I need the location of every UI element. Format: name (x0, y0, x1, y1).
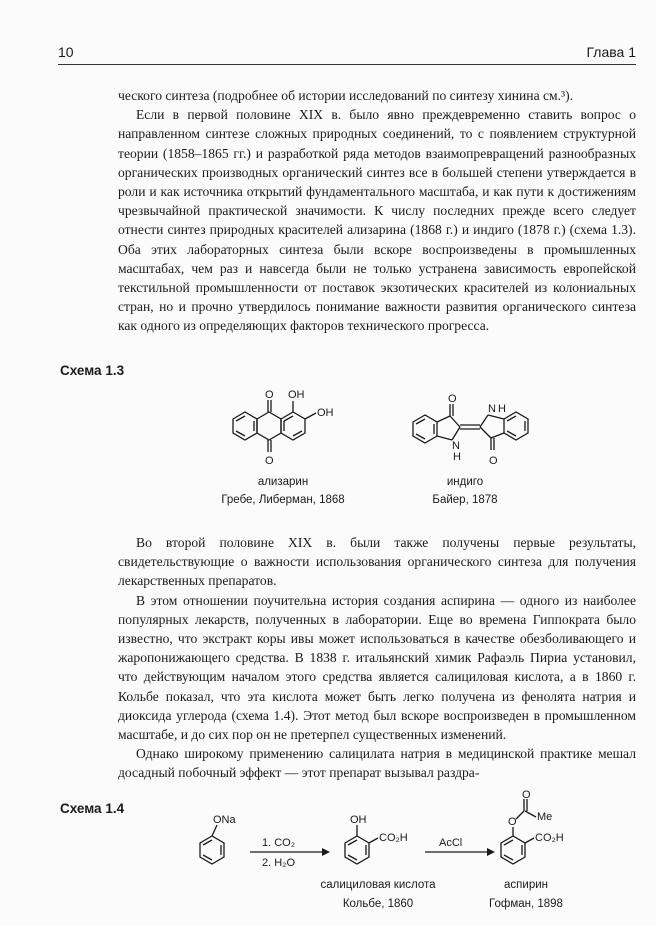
paragraph: Однако широкому применению салицилата натрия в медицинской практике мешал досадный побочный эффект — этот препарат вызывал раздра- (118, 746, 636, 781)
scheme-1-4-title: Схема 1.4 (60, 801, 125, 816)
step1-reagent-2: 2. H₂O (262, 857, 295, 869)
alizarin-credit: Гребе, Либерман, 1868 (221, 494, 345, 506)
alizarin-oh-1: OH (288, 389, 305, 401)
salicylic-acid-name: салициловая кислота (320, 879, 436, 891)
scheme-1-3-title: Схема 1.3 (60, 363, 125, 378)
aspirin-o-carbonyl: O (522, 789, 531, 801)
reaction-arrow-1 (250, 832, 330, 872)
paragraph: Во второй половине XIX в. были также получены первые результаты, свидетельствующие о важности использования органического синтеза для получения лекарственных препаратов. (118, 535, 636, 589)
aspirin-cooh-label: CO₂H (535, 832, 564, 844)
step2-reagent: AcCl (439, 837, 463, 849)
alizarin-name: ализарин (257, 476, 309, 488)
alizarin-o-bottom: O (265, 455, 274, 467)
page-header (58, 44, 636, 65)
alizarin-o-top: O (265, 389, 274, 401)
paragraph: ческого синтеза (подробнее об истории исследований по синтезу хинина см.³). (118, 88, 574, 103)
aspirin-name: аспирин (504, 879, 548, 891)
indigo-o-bottom: O (489, 455, 498, 467)
salicylic-acid-credit: Кольбе, 1860 (342, 898, 414, 910)
indigo-h-right: H (498, 403, 506, 415)
salicylic-oh-label: OH (350, 814, 367, 826)
alizarin-oh-2: OH (317, 407, 334, 419)
indigo-name: индиго (446, 476, 484, 488)
phenolate-ona-label: ONa (213, 814, 236, 826)
indigo-structure (408, 372, 568, 472)
indigo-h-left: H (453, 451, 461, 463)
page-number: 10 (58, 44, 74, 60)
salicylic-cooh-label: CO₂H (379, 832, 408, 844)
text-block-2 (118, 533, 636, 783)
salicylic-acid-structure (340, 805, 420, 875)
alizarin-structure (228, 372, 368, 472)
indigo-o-top: O (448, 393, 457, 405)
aspirin-me-label: Me (537, 811, 553, 823)
chapter-title: Глава 1 (586, 44, 636, 60)
indigo-n-left: N (452, 440, 460, 452)
paragraph: Если в первой половине XIX в. было явно преждевременно ставить вопрос о направленном синтезе сложных природных соединений, то с появлением структурной теории (1858–1865 гг.) и разработкой ряда методов взаимопревращений разнообразных органических производных органический синтез все в большей степени утверждается в роли и как источника открытий фундаментального масштаба, и как пути к достижениям чрезвычайной практической значимости. К числу последних прежде всего следует отнести синтез природных красителей ализарина (1868 г.) и индиго (1878 г.) (схема 1.3). Оба этих лабораторных синтеза были вскоре воспроизведены в промышленных масштабах, чем раз и навсегда были не только устранена зависимость европейской текстильной промышленности от поставок экзотических красителей из колониальных стран, но и прочно утвердилось понимание важности развития органического синтеза как одного из определяющих факторов технического прогресса. (118, 107, 636, 334)
aspirin-credit: Гофман, 1898 (489, 898, 563, 910)
text-block-1 (118, 86, 636, 336)
reaction-arrow-2 (425, 832, 495, 872)
indigo-credit: Байер, 1878 (432, 494, 498, 506)
step1-reagent-1: 1. CO₂ (262, 837, 295, 849)
indigo-n-right: N (488, 403, 496, 415)
paragraph: В этом отношении поучительна история создания аспирина — одного из наиболее популярных лекарств, полученных в лаборатории. Еще во времена Гиппократа было известно, что экстракт коры ивы может использоваться в качестве обезболивающего и жаропонижающего средства. В 1838 г. итальянский химик Рафаэль Пириа установил, что действующим началом этого средства является салициловая кислота, а в 1860 г. Кольбе показал, что эта кислота может быть легко получена из фенолята натрия и диоксида углерода (схема 1.4). Этот метод был вскоре воспроизведен в промышленном масштабе, и до сих пор он не претерпел существенных изменений. (118, 592, 636, 743)
aspirin-o-ester: O (508, 816, 517, 828)
aspirin-structure (496, 789, 606, 875)
phenolate-structure (195, 805, 245, 875)
